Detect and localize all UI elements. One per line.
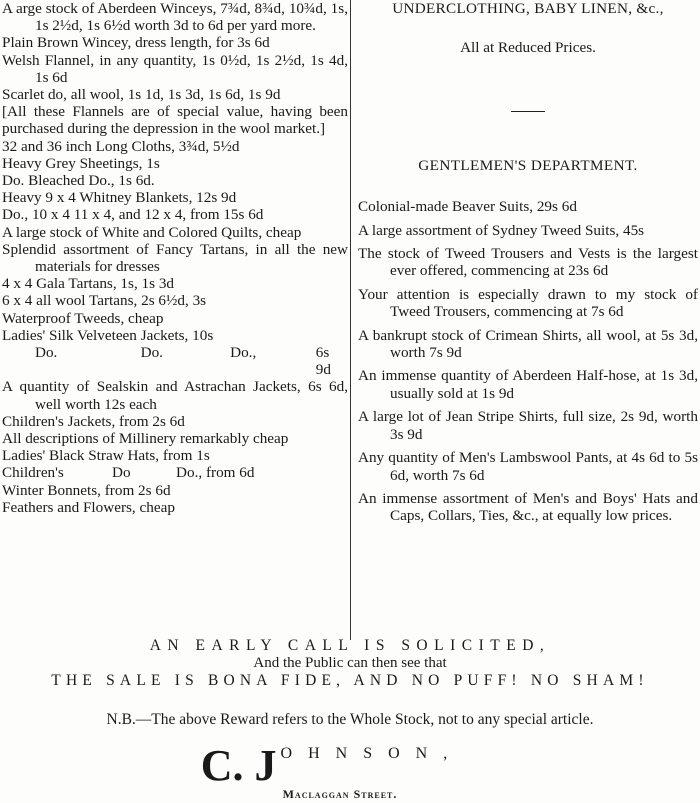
nb-line xyxy=(0,711,700,729)
ad-line-long-cloths: 32 and 36 inch Long Cloths, 3¾d, 5½d xyxy=(2,137,240,155)
sale-line xyxy=(0,672,700,690)
ad-line-fancy-tartans: Splendid assortment of Fancy Tartans, in all the new materials for dresses xyxy=(2,240,348,276)
ad-line-winter-bonnets: Winter Bonnets, from 2s 6d xyxy=(2,481,171,499)
ditto-3: Do., xyxy=(230,344,257,362)
ad-line-jean-shirts: A large lot of Jean Stripe Shirts, full size, 2s 9d, worth 3s 9d xyxy=(358,408,698,443)
ad-line-blankets-sizes: Do., 10 x 4 11 x 4, and 12 x 4, from 15s 6d xyxy=(2,206,264,224)
ad-line-whitney-blankets: Heavy 9 x 4 Whitney Blankets, 12s 9d xyxy=(2,189,237,207)
ad-line-bleached: Do. Bleached Do., 1s 6d. xyxy=(2,172,155,190)
right-column xyxy=(358,0,698,525)
ad-line-straw-hats: Ladies' Black Straw Hats, from 1s xyxy=(2,447,210,465)
column-divider xyxy=(350,0,351,640)
ad-line-tweed-suits: A large assortment of Sydney Tweed Suits, 45s xyxy=(358,221,645,239)
ad-line-gala-tartans: 4 x 4 Gala Tartans, 1s, 1s 3d xyxy=(2,275,175,293)
underclothing-heading: UNDERCLOTHING, BABY LINEN, &c., xyxy=(392,0,664,17)
ad-line-lambswool-pants: Any quantity of Men's Lambswool Pants, at 4s 6d to 5s 6d, worth 7s 6d xyxy=(358,449,698,484)
ad-line-millinery: All descriptions of Millinery remarkably cheap xyxy=(2,430,289,448)
ad-line-sealskin: A quantity of Sealskin and Astrachan Jackets, 6s 6d, well worth 12s each xyxy=(2,378,348,413)
early-call-text: AN EARLY CALL IS SOLICITED, xyxy=(149,637,551,654)
nb-text: N.B.—The above Reward refers to the Whole Stock, not to any special article. xyxy=(106,711,594,728)
ad-line-crimean-shirts: A bankrupt stock of Crimean Shirts, all wool, at 5s 3d, worth 7s 9d xyxy=(358,326,698,362)
ad-line-childrens-hats xyxy=(2,464,348,481)
gentlemens-heading: GENTLEMEN'S DEPARTMENT. xyxy=(418,156,638,174)
ad-line-half-hose: An immense quantity of Aberdeen Half-hose, at 1s 3d, usually sold at 1s 9d xyxy=(358,367,698,402)
left-column xyxy=(2,0,348,516)
ditto-price: 6s 9d xyxy=(315,344,331,379)
ad-line-scarlet: Scarlet do, all wool, 1s 1d, 1s 3d, 1s 6d, 1s 9d xyxy=(2,86,281,104)
ad-line-velveteen-jackets: Ladies' Silk Velveteen Jackets, 10s xyxy=(2,326,214,344)
early-call-line xyxy=(0,637,700,655)
public-line xyxy=(0,655,700,672)
ditto-2: Do. xyxy=(140,344,163,362)
logo-initials: C. J xyxy=(200,741,277,790)
ad-line-winceys: A arge stock of Aberdeen Winceys, 7¾d, 8¾d, 10¾d, 1s, 1s 2½d, 1s 6½d worth 3d to 6d per yard more. xyxy=(2,0,348,35)
signature-logo xyxy=(0,740,682,791)
ad-line-welsh-flannel: Welsh Flannel, in any quantity, 1s 0½d, 1s 2½d, 1s 4d, 1s 6d xyxy=(2,51,348,86)
ad-line-feathers: Feathers and Flowers, cheap xyxy=(2,498,175,516)
ditto-4: Do xyxy=(112,464,131,482)
ad-line-waterproof-tweeds: Waterproof Tweeds, cheap xyxy=(2,309,164,327)
ditto-5: Do., from 6d xyxy=(176,464,255,482)
childrens-label: Children's xyxy=(2,464,64,482)
ad-line-hats-caps: An immense assortment of Men's and Boys' Hats and Caps, Collars, Ties, &c., at equally low prices. xyxy=(358,489,698,525)
ad-line-grey-sheetings: Heavy Grey Sheetings, 1s xyxy=(2,154,160,172)
section-rule xyxy=(511,111,545,112)
ad-line-brown-wincey: Plain Brown Wincey, dress length, for 3s 6d xyxy=(2,34,270,52)
ditto-1: Do. xyxy=(35,344,58,362)
reduced-prices-line: All at Reduced Prices. xyxy=(460,39,596,57)
logo-surname: OHNSON, xyxy=(280,745,464,762)
ad-line-wool-tartans: 6 x 4 all wool Tartans, 2s 6½d, 3s xyxy=(2,292,207,310)
ad-line-tweed-trousers: Your attention is especially drawn to my stock of Tweed Trousers, commencing at 7s 6d xyxy=(358,285,698,321)
ad-line-quilts: A large stock of White and Colored Quilts, cheap xyxy=(2,223,302,241)
street-text: Maclaggan Street. xyxy=(282,787,398,801)
ad-line-trousers-vests: The stock of Tweed Trousers and Vests is the largest ever offered, commencing at 23s 6d xyxy=(358,245,698,280)
ad-line-beaver-suits: Colonial-made Beaver Suits, 29s 6d xyxy=(358,198,577,216)
public-text: And the Public can then see that xyxy=(253,655,447,671)
ad-line-ditto-jackets xyxy=(2,344,348,378)
ad-line-flannel-note: [All these Flannels are of special value, having been purchased during the depression in the wool market.] xyxy=(2,103,348,138)
sale-text: THE SALE IS BONA FIDE, AND NO PUFF! NO SHAM! xyxy=(51,672,649,689)
ad-line-childrens-jackets: Children's Jackets, from 2s 6d xyxy=(2,412,185,430)
street-line xyxy=(0,785,690,803)
